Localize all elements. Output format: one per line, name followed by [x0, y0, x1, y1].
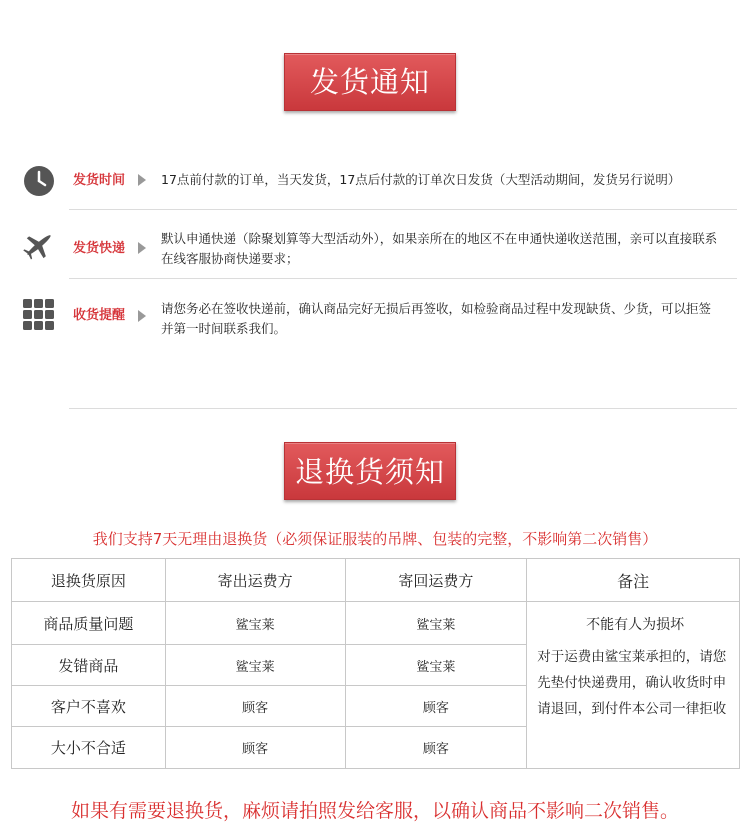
send-fee-cell: 顾客 [165, 727, 345, 769]
airplane-icon [22, 228, 56, 262]
header-return-fee: 寄回运费方 [345, 559, 527, 602]
return-fee-cell: 顾客 [345, 727, 527, 769]
shipping-time-desc: 17点前付款的订单，当天发货，17点后付款的订单次日发货（大型活动期间，发货另行说明） [161, 172, 681, 187]
divider [69, 278, 737, 279]
divider [69, 209, 737, 210]
arrow-right-icon [138, 174, 146, 186]
shipping-time-label: 发货时间 [73, 173, 126, 188]
remark-title: 不能有人为损坏 [586, 617, 685, 633]
returns-notice-banner: 退换货须知 [284, 442, 456, 500]
return-fee-cell: 鲨宝莱 [345, 645, 527, 686]
footer-notice: 如果有需要退换货，麻烦请拍照发给客服，以确认商品不影响二次销售。 [70, 800, 679, 822]
table-row [12, 602, 740, 645]
header-reason: 退换货原因 [12, 559, 166, 602]
courier-label: 发货快递 [73, 241, 126, 256]
shipping-notice-banner: 发货通知 [284, 53, 456, 111]
send-fee-cell: 顾客 [165, 686, 345, 727]
remark-cell [527, 602, 740, 769]
courier-desc: 默认申通快递（除聚划算等大型活动外），如果亲所在的地区不在申通快递收送范围，亲可以直接联系在线客服协商快递要求； [161, 231, 718, 266]
grid-icon [22, 298, 56, 332]
arrow-right-icon [138, 310, 146, 322]
returns-policy-notice: 我们支持7天无理由退换货（必须保证服装的吊牌、包装的完整，不影响第二次销售） [92, 530, 658, 548]
clock-icon [22, 164, 56, 198]
arrow-right-icon [138, 242, 146, 254]
return-fee-cell: 顾客 [345, 686, 527, 727]
reason-cell: 发错商品 [12, 645, 166, 686]
reason-cell: 商品质量问题 [12, 602, 166, 645]
return-fee-cell: 鲨宝莱 [345, 602, 527, 645]
reason-cell: 大小不合适 [12, 727, 166, 769]
receipt-reminder-desc: 请您务必在签收快递前，确认商品完好无损后再签收，如检验商品过程中发现缺货、少货，可以拒签并第一时间联系我们。 [161, 301, 712, 336]
header-send-fee: 寄出运费方 [165, 559, 345, 602]
returns-table [11, 558, 740, 769]
divider [69, 408, 737, 409]
header-remark: 备注 [527, 559, 740, 602]
send-fee-cell: 鲨宝莱 [165, 602, 345, 645]
table-header-row [12, 559, 740, 602]
remark-body: 对于运费由鲨宝莱承担的，请您先垫付快递费用，确认收货时申请退回，到付件本公司一律拒收 [537, 649, 727, 717]
reason-cell: 客户不喜欢 [12, 686, 166, 727]
send-fee-cell: 鲨宝莱 [165, 645, 345, 686]
receipt-reminder-label: 收货提醒 [73, 308, 126, 323]
